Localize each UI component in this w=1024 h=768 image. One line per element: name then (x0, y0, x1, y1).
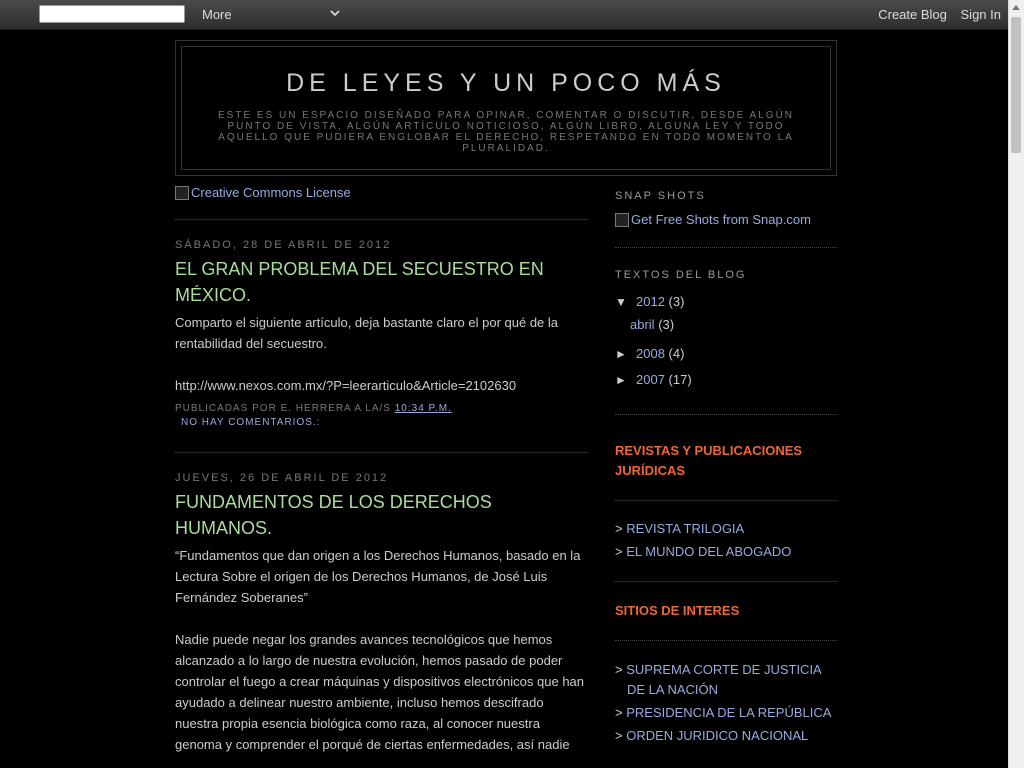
broken-image-icon (615, 213, 629, 227)
creative-commons-link[interactable] (175, 185, 587, 200)
post-title[interactable]: FUNDAMENTOS DE LOS DERECHOS HUMANOS. (175, 492, 492, 538)
list-item[interactable]: > PRESIDENCIA DE LA REPÚBLICA (615, 705, 832, 720)
blog-header (175, 40, 837, 176)
revistas-heading: REVISTAS Y PUBLICACIONES JURÍDICAS (615, 443, 803, 478)
more-menu-label[interactable]: More (202, 7, 232, 22)
archive-year-2012 (615, 292, 837, 312)
list-item[interactable]: > SUPREMA CORTE DE JUSTICIA DE LA NACIÓN (615, 662, 822, 697)
expand-triangle-icon[interactable]: ► (615, 373, 627, 387)
scrollbar-thumb[interactable] (1011, 17, 1021, 153)
collapse-triangle-icon[interactable]: ▼ (615, 295, 627, 309)
post (175, 472, 587, 755)
divider (175, 219, 587, 220)
post-time-link[interactable]: 10:34 P.M. (394, 403, 452, 414)
revista-link[interactable]: REVISTA TRILOGIA (626, 521, 745, 536)
revista-link[interactable]: EL MUNDO DEL ABOGADO (626, 544, 792, 559)
scrollbar[interactable] (1008, 0, 1024, 768)
blog-description: ESTE ES UN ESPACIO DISEÑADO PARA OPINAR, COMENTAR O DISCUTIR, DESDE ALGÚN PUNTO DE VISTA, ALGÚN ARTÍCULO NOTICIOSO, ALGÚN LIBRO, ALGUNA LEY Y TODO AQUELLO QUE PUDIERA ENGLOBAR EL DERECHO, RESPETANDO EN TODO MOMENTO LA PLURALIDAD. (217, 110, 795, 154)
main-column (175, 185, 587, 755)
chevron-down-icon[interactable] (330, 7, 340, 19)
blog-archive (615, 292, 837, 390)
archive-year-2008 (615, 344, 837, 364)
snap-link-text[interactable]: Get Free Shots from Snap.com (631, 212, 811, 227)
snap-shots-link[interactable] (615, 212, 837, 227)
sitio-link[interactable]: ORDEN JURIDICO NACIONAL (626, 728, 809, 743)
post-url: http://www.nexos.com.mx/?P=leerarticulo&Article=2102630 (175, 378, 517, 393)
sidebar (615, 190, 837, 749)
archive-year-link[interactable]: 2008 (636, 346, 665, 361)
archive-count: (4) (668, 346, 685, 361)
post-paragraph: Nadie puede negar los grandes avances tecnológicos que hemos alcanzado a lo largo de nuestra evolución, hemos pasado de poder controlar el fuego a crear máquinas y dispositivos electrónicos que han ayudado a delinear nuestro ambiente, incluso hemos descifrado nuestra propia esencia biológica como raza, al conocer nuestra genoma y comprender el porqué de ciertas enfermedades, así nadie (175, 632, 585, 752)
blogger-navbar (0, 0, 1009, 30)
sitios-heading: SITIOS DE INTERES (615, 603, 740, 618)
expand-triangle-icon[interactable]: ► (615, 347, 627, 361)
list-item[interactable]: > REVISTA TRILOGIA (615, 521, 745, 536)
comments-link[interactable]: NO HAY COMENTARIOS.: (181, 417, 321, 428)
sitios-list (615, 660, 837, 746)
snap-shots-heading: SNAP SHOTS (615, 190, 706, 202)
archive-year-2007 (615, 370, 837, 390)
divider (615, 414, 837, 415)
post-date: JUEVES, 26 DE ABRIL DE 2012 (175, 472, 389, 484)
divider (615, 500, 837, 501)
divider (615, 247, 837, 248)
sign-in-link[interactable]: Sign In (960, 7, 1001, 22)
post-paragraph: Comparto el siguiente artículo, deja bastante claro el por qué de la rentabilidad del secuestro. (175, 315, 559, 351)
sitio-link[interactable]: SUPREMA CORTE DE JUSTICIA DE LA NACIÓN (626, 662, 822, 697)
archive-year-link[interactable]: 2012 (636, 294, 665, 309)
blog-header-inner (181, 46, 831, 170)
archive-heading: TEXTOS DEL BLOG (615, 269, 747, 281)
archive-year-link[interactable]: 2007 (636, 372, 665, 387)
archive-count: (3) (658, 317, 675, 332)
divider (175, 452, 587, 453)
create-blog-link[interactable]: Create Blog (878, 7, 947, 22)
broken-image-icon (175, 186, 189, 200)
cc-license-text[interactable]: Creative Commons License (191, 185, 351, 200)
archive-count: (17) (668, 372, 692, 387)
scroll-up-arrow-icon[interactable] (1012, 5, 1020, 10)
revistas-list (615, 519, 837, 562)
post-paragraph: “Fundamentos que dan origen a los Derechos Humanos, basado en la Lectura Sobre el origen de los Derechos Humanos, de José Luis Fernández Soberanes” (175, 548, 581, 605)
post-footer (175, 402, 587, 430)
list-item[interactable]: > ORDEN JURIDICO NACIONAL (615, 728, 809, 743)
post-date: SÁBADO, 28 DE ABRIL DE 2012 (175, 239, 392, 251)
archive-month-link[interactable]: abril (630, 317, 655, 332)
post-title[interactable]: EL GRAN PROBLEMA DEL SECUESTRO EN MÉXICO. (175, 259, 544, 305)
post-author: PUBLICADAS POR E. HERRERA A LA/S (175, 403, 391, 414)
divider (615, 581, 837, 582)
divider (615, 640, 837, 641)
blog-title[interactable]: DE LEYES Y UN POCO MÁS (286, 69, 726, 97)
post (175, 239, 587, 430)
post-body (175, 545, 587, 755)
archive-count: (3) (668, 294, 685, 309)
post-body (175, 312, 587, 396)
list-item[interactable]: > EL MUNDO DEL ABOGADO (615, 544, 792, 559)
sitio-link[interactable]: PRESIDENCIA DE LA REPÚBLICA (626, 705, 832, 720)
archive-month (615, 315, 837, 335)
search-input[interactable] (39, 5, 185, 23)
